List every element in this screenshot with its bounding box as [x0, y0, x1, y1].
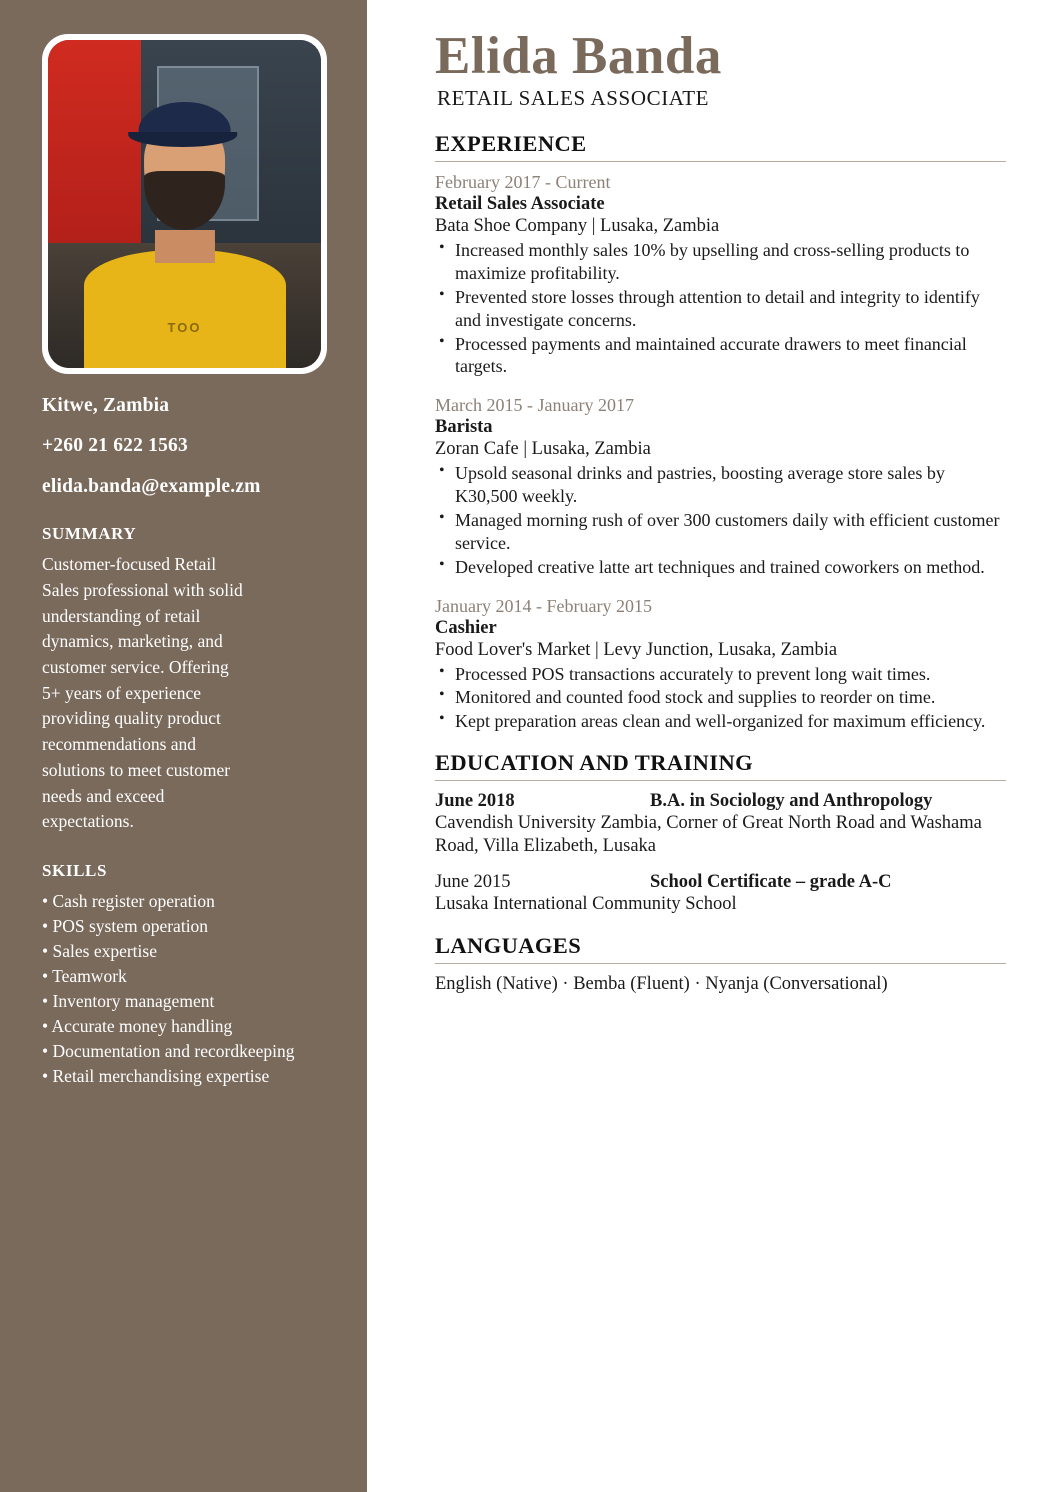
- job-role-subtitle: RETAIL SALES ASSOCIATE: [437, 86, 710, 111]
- experience-bullets: [435, 239, 1006, 378]
- education-item: [435, 791, 1006, 812]
- skills-heading: SKILLS: [42, 861, 108, 881]
- experience-section-title: EXPERIENCE: [435, 131, 587, 157]
- summary-heading: SUMMARY: [42, 524, 137, 544]
- experience-company: Food Lover's Market | Levy Junction, Lusaka, Zambia: [435, 639, 838, 660]
- experience-company: Bata Shoe Company | Lusaka, Zambia: [435, 216, 720, 237]
- languages-text: English (Native) · Bemba (Fluent) · Nyanja (Conversational): [435, 973, 888, 994]
- list-item: • Managed morning rush of over 300 customers daily with efficient customer service.: [435, 509, 1006, 555]
- experience-title: Cashier: [435, 617, 497, 638]
- list-item: • Inventory management: [42, 991, 215, 1012]
- contact-email[interactable]: elida.banda@example.zm: [42, 475, 261, 497]
- experience-date: January 2014 - February 2015: [435, 595, 652, 616]
- section-divider: [435, 161, 1006, 162]
- photo-shirt-text: TOO: [167, 320, 202, 336]
- photo-person-shirt: [83, 250, 285, 368]
- education-date: June 2015: [435, 872, 511, 893]
- list-item: • Retail merchandising expertise: [42, 1066, 270, 1087]
- experience-bullets: [435, 462, 1006, 578]
- list-item: • POS system operation: [42, 916, 209, 937]
- list-item: • Processed POS transactions accurately to prevent long wait times.: [435, 663, 1006, 686]
- languages-section-title: LANGUAGES: [435, 932, 582, 958]
- list-item: • Kept preparation areas clean and well-organized for maximum efficiency.: [435, 710, 1006, 733]
- education-date: June 2018: [435, 791, 515, 812]
- photo-background-red: [48, 40, 141, 243]
- education-item: [435, 872, 1006, 893]
- experience-title: Barista: [435, 417, 493, 438]
- experience-bullets: [435, 663, 1006, 734]
- experience-item: [435, 395, 1006, 578]
- list-item: • Increased monthly sales 10% by upselling and cross-selling products to maximize profitability.: [435, 239, 1006, 285]
- experience-item: [435, 596, 1006, 734]
- profile-photo: [48, 40, 321, 368]
- education-degree: B.A. in Sociology and Anthropology: [650, 791, 933, 812]
- main-column: [367, 0, 1046, 1492]
- contact-block: [40, 394, 339, 498]
- contact-location: Kitwe, Zambia: [42, 395, 170, 416]
- experience-item: [435, 172, 1006, 378]
- education-section-title: EDUCATION AND TRAINING: [435, 750, 754, 776]
- list-item: • Accurate money handling: [42, 1016, 233, 1037]
- list-item: • Sales expertise: [42, 941, 157, 962]
- list-item: • Cash register operation: [42, 891, 215, 912]
- section-divider: [435, 780, 1006, 781]
- education-school: Lusaka International Community School: [435, 894, 737, 915]
- list-item: • Prevented store losses through attention to detail and integrity to identify and investigate concerns.: [435, 286, 1006, 332]
- profile-photo-frame: [42, 34, 327, 374]
- education-school: Cavendish University Zambia, Corner of Great North Road and Washama Road, Villa Elizabeth, Lusaka: [435, 813, 982, 857]
- photo-person-neck: [154, 230, 214, 263]
- list-item: • Developed creative latte art techniques and trained coworkers on method.: [435, 556, 1006, 579]
- list-item: • Teamwork: [42, 966, 127, 987]
- experience-date: March 2015 - January 2017: [435, 395, 634, 416]
- experience-title: Retail Sales Associate: [435, 194, 605, 215]
- experience-company: Zoran Cafe | Lusaka, Zambia: [435, 439, 651, 460]
- section-divider: [435, 963, 1006, 964]
- contact-phone[interactable]: +260 21 622 1563: [42, 435, 188, 457]
- list-item: • Upsold seasonal drinks and pastries, boosting average store sales by K30,500 weekly.: [435, 462, 1006, 508]
- list-item: • Documentation and recordkeeping: [42, 1041, 295, 1062]
- summary-text: Customer-focused Retail Sales professional with solid understanding of retail dynamics, marketing, and customer service. Offering 5+ years of experience providing quality product recommendations and solutions to meet customer needs and exceed expectations.: [42, 554, 243, 832]
- page-title: Elida Banda: [435, 27, 722, 85]
- list-item: • Monitored and counted food stock and supplies to reorder on time.: [435, 686, 1006, 709]
- sidebar: [0, 0, 367, 1492]
- education-degree: School Certificate – grade A-C: [650, 872, 892, 893]
- skills-list: [42, 889, 339, 1089]
- list-item: • Processed payments and maintained accurate drawers to meet financial targets.: [435, 333, 1006, 379]
- experience-date: February 2017 - Current: [435, 172, 611, 193]
